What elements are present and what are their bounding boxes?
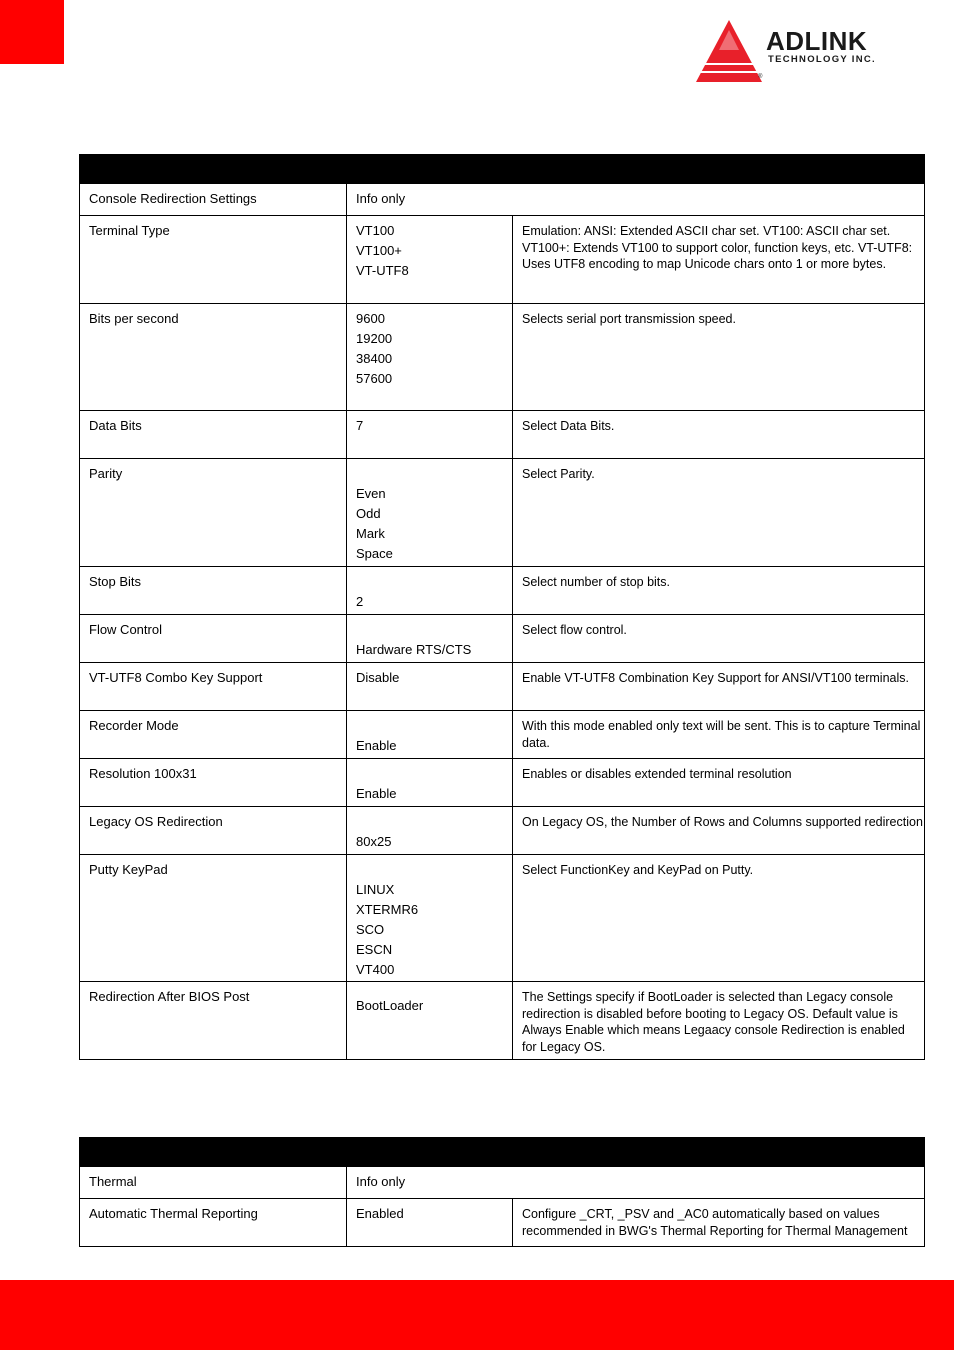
setting-name: Flow Control [80, 615, 347, 663]
option-value: VT-UTF8 [356, 263, 409, 278]
table-row [80, 1167, 925, 1199]
table-row [80, 711, 925, 759]
setting-name: Data Bits [80, 411, 347, 459]
option-value: XTERMR6 [356, 902, 419, 917]
option-value: 38400 [356, 351, 393, 366]
setting-description: Configure _CRT, _PSV and _AC0 automatically based on values recommended in BWG's Thermal Reporting for Thermal Management [513, 1199, 925, 1247]
option-value: 19200 [356, 331, 393, 346]
setting-options [347, 411, 513, 459]
setting-description: Selects serial port transmission speed. [513, 304, 925, 411]
option-value: BootLoader [356, 998, 424, 1013]
setting-name: Terminal Type [80, 216, 347, 304]
option-value: Mark [356, 526, 385, 541]
option-value: 2 [356, 594, 364, 609]
option-value: VT100 [356, 223, 395, 238]
setting-name: Parity [80, 459, 347, 567]
setting-options [347, 615, 513, 663]
table-row [80, 663, 925, 711]
setting-name: Bits per second [80, 304, 347, 411]
setting-options [347, 459, 513, 567]
setting-description: Select FunctionKey and KeyPad on Putty. [513, 855, 925, 982]
company-name: ADLINK [766, 26, 868, 56]
corner-tab [0, 0, 64, 64]
setting-name: Putty KeyPad [80, 855, 347, 982]
option-value: Even [356, 486, 386, 501]
setting-options [347, 1199, 513, 1247]
console-redirection-table [79, 154, 925, 1060]
setting-name: Stop Bits [80, 567, 347, 615]
setting-name: Recorder Mode [80, 711, 347, 759]
adlink-logo [696, 20, 908, 82]
table-row [80, 216, 925, 304]
option-value: Space [356, 546, 393, 561]
setting-name: Resolution 100x31 [80, 759, 347, 807]
table-row [80, 982, 925, 1060]
option-value: 57600 [356, 371, 393, 386]
table-row [80, 411, 925, 459]
option-value: LINUX [356, 882, 395, 897]
thermal-table [79, 1137, 925, 1247]
option-value: Enable [356, 786, 397, 801]
setting-description: The Settings specify if BootLoader is selected than Legacy console redirection is disabled before booting to Legacy OS. Default value is Always Enable which means Legaacy console Redirection is enabled for Legacy OS. [513, 982, 925, 1060]
option-value: Enable [356, 738, 397, 753]
option-value: SCO [356, 922, 385, 937]
option-value: Disable [356, 670, 400, 685]
setting-options [347, 216, 513, 304]
setting-options [347, 567, 513, 615]
table-row [80, 567, 925, 615]
setting-description: With this mode enabled only text will be sent. This is to capture Terminal data. [513, 711, 925, 759]
setting-name: Redirection After BIOS Post [80, 982, 347, 1060]
table-header-bar [80, 155, 925, 184]
setting-info: Info only [347, 1167, 925, 1199]
setting-description: Enable VT-UTF8 Combination Key Support for ANSI/VT100 terminals. [513, 663, 925, 711]
adlink-triangle-icon [696, 20, 762, 82]
company-tagline: TECHNOLOGY INC. [768, 54, 876, 65]
option-value: VT400 [356, 962, 395, 977]
option-value: VT100+ [356, 243, 402, 258]
setting-info: Info only [347, 184, 925, 216]
setting-options [347, 807, 513, 855]
setting-description: Select Parity. [513, 459, 925, 567]
setting-name: Legacy OS Redirection [80, 807, 347, 855]
table-header-bar [80, 1138, 925, 1167]
setting-description: Select number of stop bits. [513, 567, 925, 615]
table-row [80, 184, 925, 216]
setting-name: Automatic Thermal Reporting [80, 1199, 347, 1247]
option-value: Hardware RTS/CTS [356, 642, 472, 657]
setting-description: Select flow control. [513, 615, 925, 663]
setting-options [347, 711, 513, 759]
option-value: Enabled [356, 1206, 404, 1221]
table-row [80, 855, 925, 982]
setting-description: Select Data Bits. [513, 411, 925, 459]
setting-description: On Legacy OS, the Number of Rows and Columns supported redirection [513, 807, 925, 855]
option-value: Odd [356, 506, 381, 521]
setting-options [347, 663, 513, 711]
footer-band [0, 1280, 954, 1350]
setting-options [347, 304, 513, 411]
table-row [80, 807, 925, 855]
setting-options [347, 855, 513, 982]
option-value: ESCN [356, 942, 393, 957]
setting-description: Emulation: ANSI: Extended ASCII char set. VT100: ASCII char set. VT100+: Extends VT100 to support color, function keys, etc. VT-UTF8: Uses UTF8 encoding to map Unicode chars onto 1 or more bytes. [513, 216, 925, 304]
table-row [80, 1199, 925, 1247]
setting-options [347, 759, 513, 807]
table-row [80, 304, 925, 411]
setting-name: Thermal [80, 1167, 347, 1199]
table-row [80, 459, 925, 567]
registered-mark: ® [758, 74, 763, 80]
table-row [80, 759, 925, 807]
option-value: 9600 [356, 311, 385, 326]
option-value: 80x25 [356, 834, 392, 849]
setting-name: VT-UTF8 Combo Key Support [80, 663, 347, 711]
table-row [80, 615, 925, 663]
setting-options [347, 982, 513, 1060]
setting-name: Console Redirection Settings [80, 184, 347, 216]
setting-description: Enables or disables extended terminal resolution [513, 759, 925, 807]
option-value: 7 [356, 418, 364, 433]
